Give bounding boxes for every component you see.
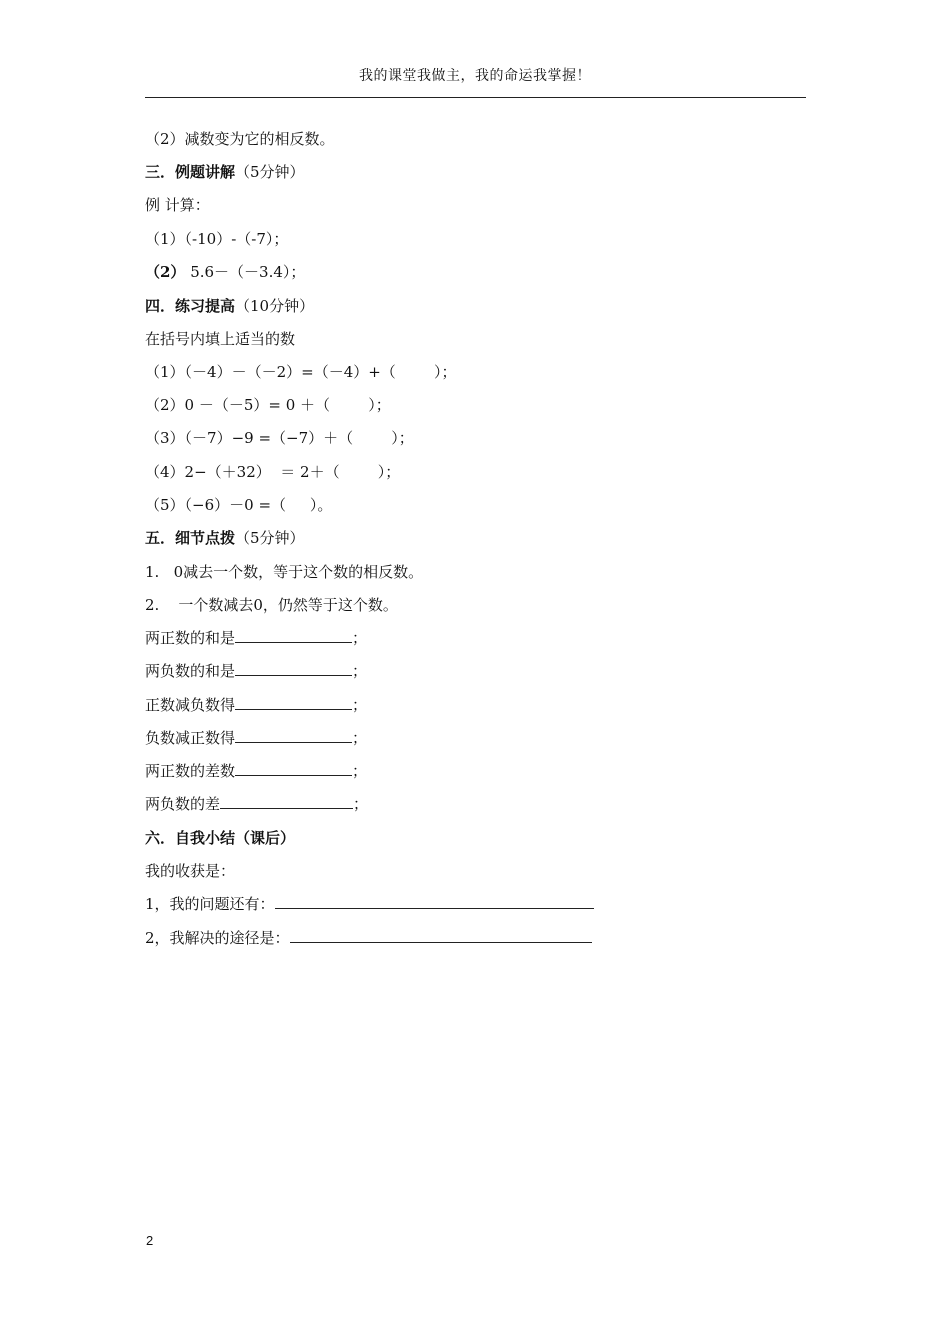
method-blank — [290, 928, 592, 943]
question-3-label: 正数减负数得 — [145, 696, 236, 714]
question-6-label: 两负数的差 — [145, 795, 221, 813]
example-2-label: （2） — [145, 263, 186, 281]
fill-instruction: 在括号内填上适当的数 — [145, 330, 296, 348]
tip-2: 2. 一个数减去0，仍然等于这个数。 — [145, 596, 398, 614]
question-3 — [145, 695, 367, 715]
section-3-heading — [145, 162, 305, 182]
page-number: 2 — [146, 1233, 154, 1248]
semicolon: ； — [352, 662, 368, 680]
question-4-label: 负数减正数得 — [145, 729, 236, 747]
example-1: （1）（-10）-（-7）； — [145, 230, 289, 248]
section-4-heading — [145, 296, 314, 316]
problem-2: （2）0 －（－5）= 0 ＋（ ）； — [145, 396, 391, 414]
answer-blank-2 — [235, 661, 352, 676]
semicolon: ； — [353, 795, 369, 813]
answer-blank-5 — [235, 761, 352, 776]
question-1-label: 两正数的和是 — [145, 629, 236, 647]
question-1 — [145, 628, 367, 648]
section-5-time: （5分钟） — [235, 529, 305, 547]
problem-3: （3）（－7）−9 =（−7）＋（ ）； — [145, 429, 414, 447]
semicolon: ； — [352, 762, 368, 780]
answer-blank-6 — [220, 794, 353, 809]
question-5 — [145, 761, 367, 781]
issue-label: 1，我的问题还有： — [145, 895, 275, 913]
rule-2: （2）减数变为它的相反数。 — [145, 130, 335, 148]
example-2-expression: 5.6－（－3.4）； — [185, 263, 306, 281]
semicolon: ； — [352, 696, 368, 714]
semicolon: ； — [352, 629, 368, 647]
problem-4: （4）2−（＋32） ＝ 2＋（ ）； — [145, 463, 401, 481]
method-label: 2，我解决的途径是： — [145, 929, 290, 947]
section-3-title: 三．例题讲解 — [145, 163, 236, 181]
section-5-title: 五．细节点拨 — [145, 529, 236, 547]
tip-1: 1. 0减去一个数，等于这个数的相反数。 — [145, 563, 424, 581]
issue-blank — [275, 894, 594, 909]
question-6 — [145, 794, 368, 814]
example-2 — [145, 262, 305, 282]
section-5-heading — [145, 528, 305, 548]
answer-blank-4 — [235, 728, 352, 743]
semicolon: ； — [352, 729, 368, 747]
question-4 — [145, 728, 367, 748]
section-4-time: （10分钟） — [235, 297, 315, 315]
question-2-label: 两负数的和是 — [145, 662, 236, 680]
section-3-time: （5分钟） — [235, 163, 305, 181]
answer-blank-1 — [235, 628, 352, 643]
answer-blank-3 — [235, 695, 352, 710]
question-5-label: 两正数的差数 — [145, 762, 236, 780]
section-4-title: 四．练习提高 — [145, 297, 236, 315]
issue-prompt — [145, 894, 594, 914]
problem-1: （1）（－4）－（－2）=（－4）+（ ）； — [145, 363, 457, 381]
header-motto: 我的课堂我做主，我的命运我掌握！ — [359, 68, 591, 84]
question-2 — [145, 661, 367, 681]
method-prompt — [145, 928, 592, 948]
example-intro: 例 计算： — [145, 196, 210, 214]
problem-5: （5）（−6）－0 =（ ）。 — [145, 496, 333, 514]
section-6-heading: 六．自我小结（课后） — [145, 829, 296, 847]
gain-prompt: 我的收获是： — [145, 862, 236, 880]
header-divider — [145, 97, 806, 98]
